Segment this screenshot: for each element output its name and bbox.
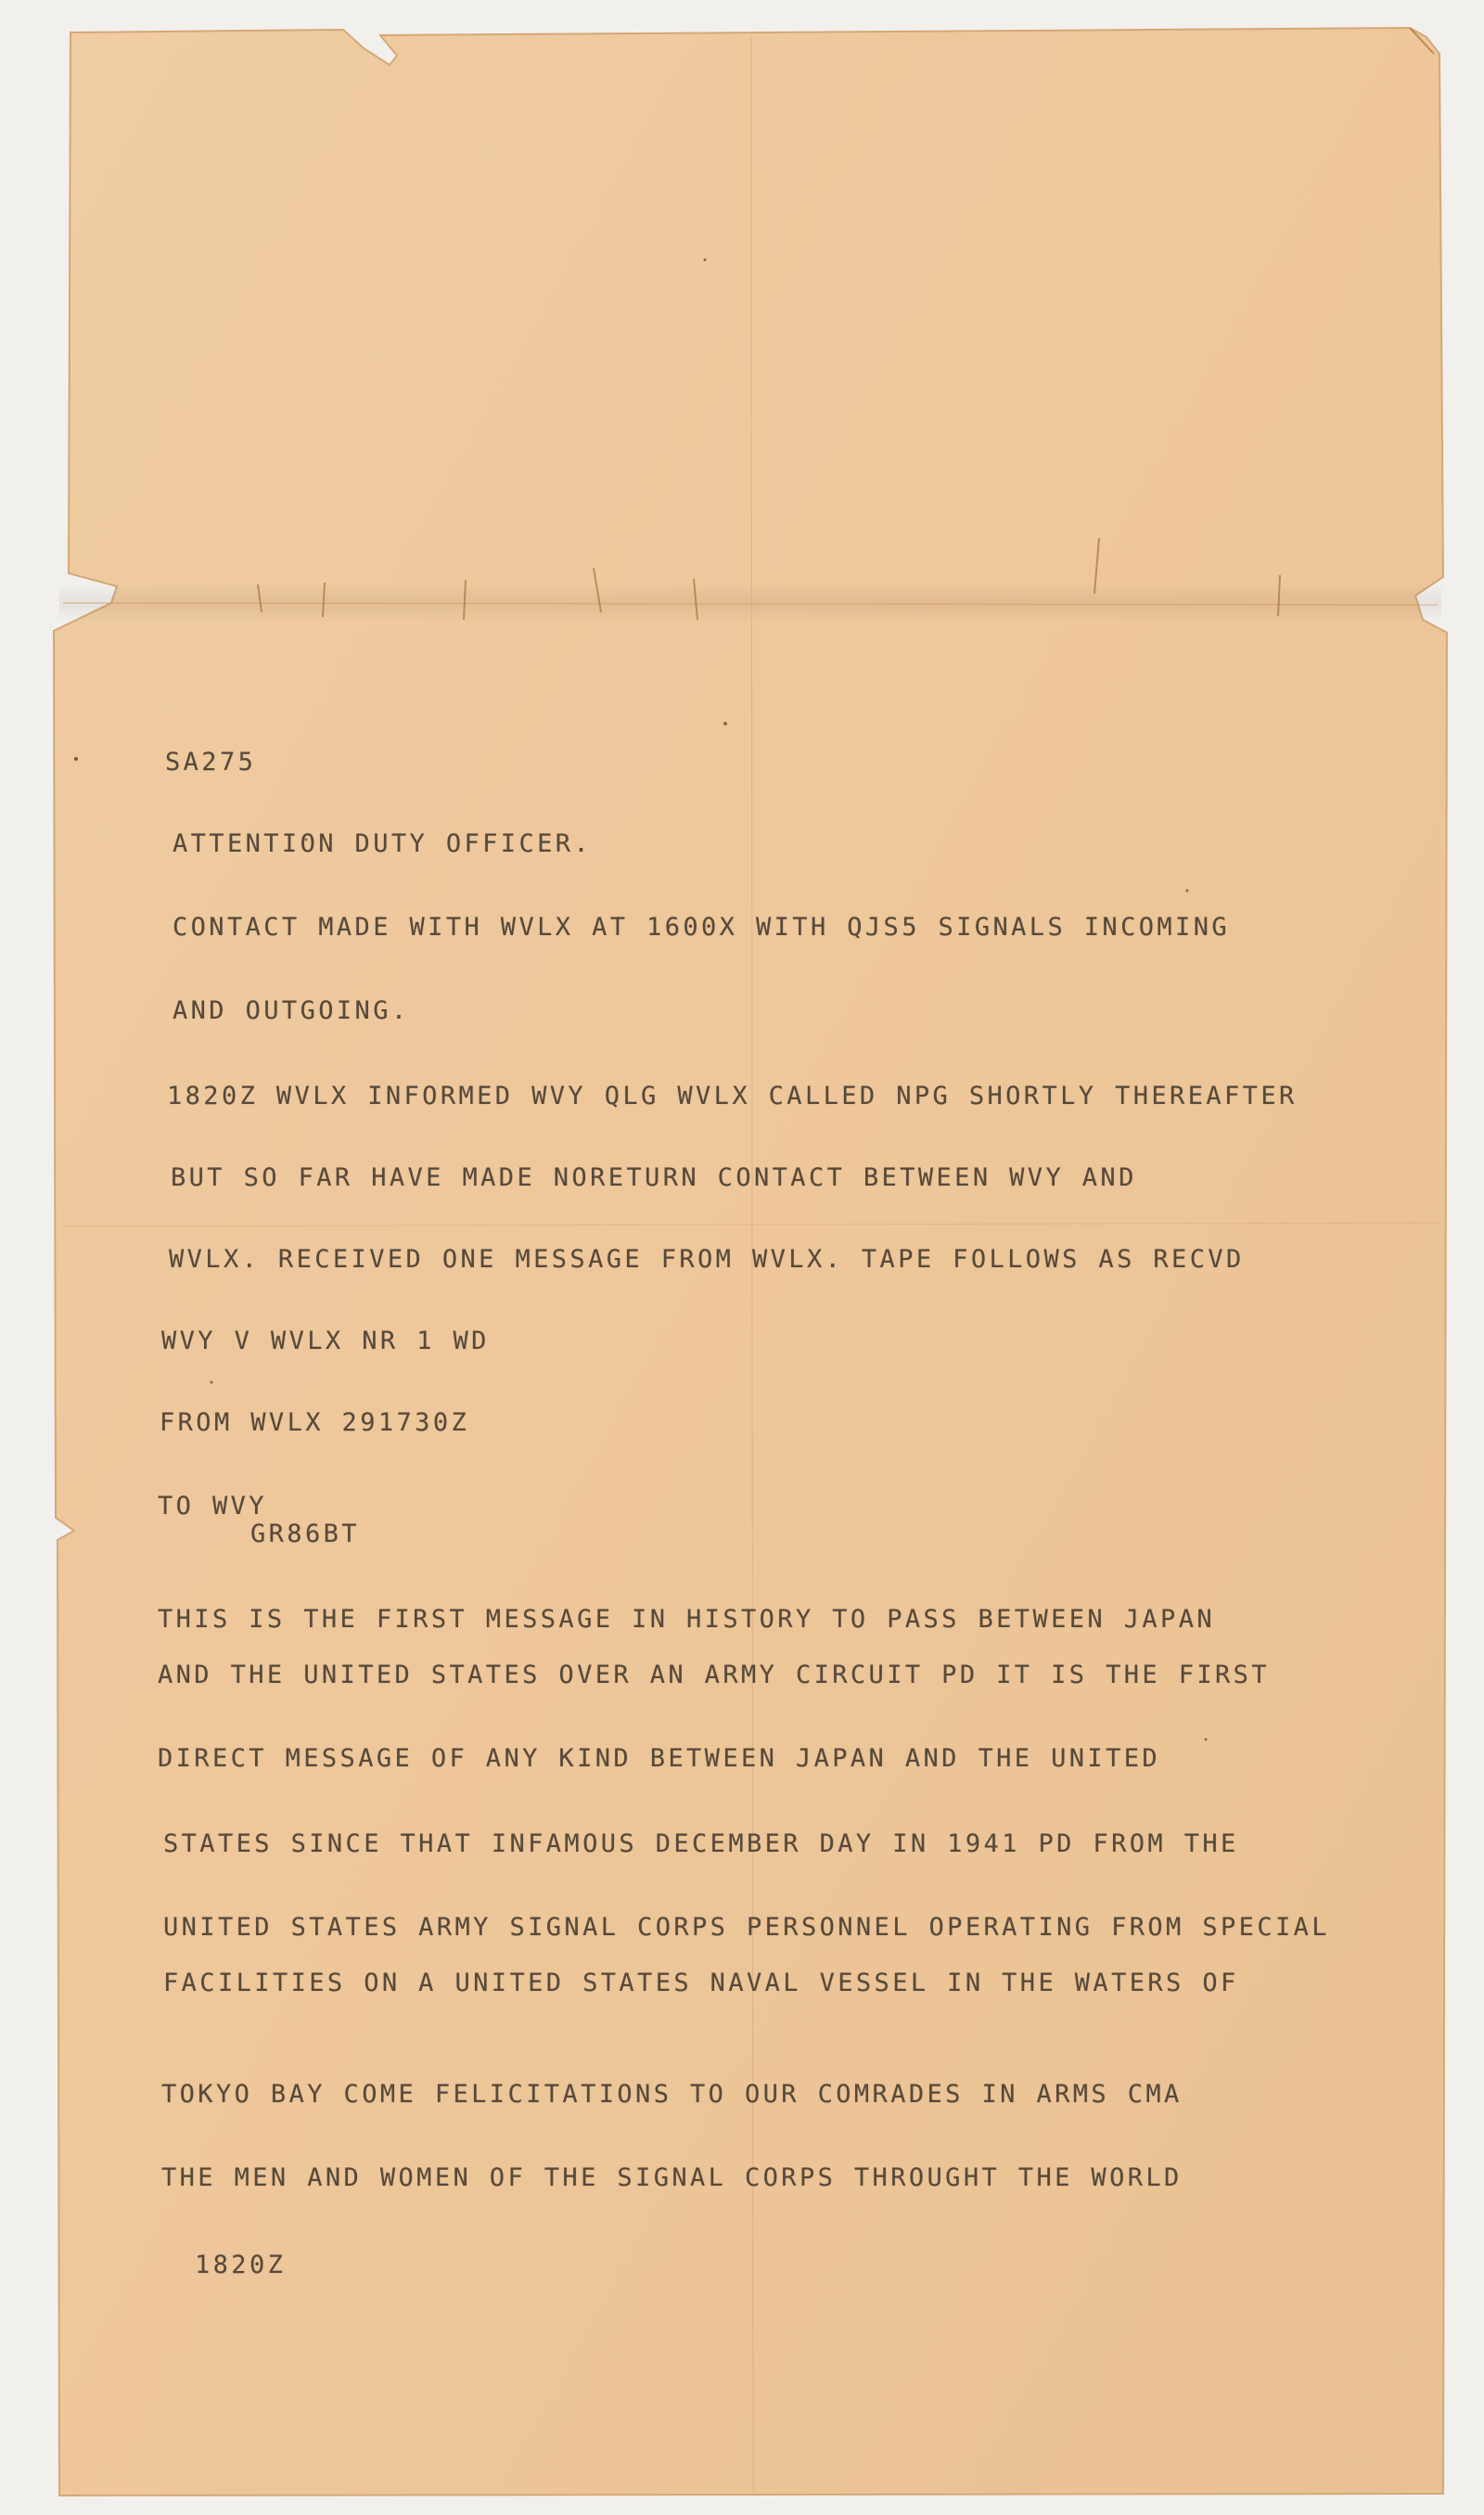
message-footer-time: 1820Z [195, 2251, 287, 2279]
message-line-13: DIRECT MESSAGE OF ANY KIND BETWEEN JAPAN AND THE UNITED [158, 1744, 1161, 1773]
message-line-18: THE MEN AND WOMEN OF THE SIGNAL CORPS THROUGHT THE WORLD [161, 2163, 1183, 2192]
message-line-15: UNITED STATES ARMY SIGNAL CORPS PERSONNEL OPERATING FROM SPECIAL [163, 1913, 1330, 1942]
message-line-14: STATES SINCE THAT INFAMOUS DECEMBER DAY IN 1941 PD FROM THE [163, 1829, 1239, 1858]
message-line-5: BUT SO FAR HAVE MADE NORETURN CONTACT BETWEEN WVY AND [171, 1163, 1137, 1192]
message-line-7: WVY V WVLX NR 1 WD [161, 1327, 490, 1355]
message-line-8: FROM WVLX 291730Z [160, 1408, 470, 1437]
message-line-17: TOKYO BAY COME FELICITATIONS TO OUR COMRADES IN ARMS CMA [161, 2080, 1183, 2109]
message-line-16: FACILITIES ON A UNITED STATES NAVAL VESSEL IN THE WATERS OF [163, 1969, 1239, 1997]
message-line-3: AND OUTGOING. [173, 996, 410, 1025]
message-line-6: WVLX. RECEIVED ONE MESSAGE FROM WVLX. TAPE FOLLOWS AS RECVD [169, 1245, 1245, 1274]
message-line-1: ATTENTION DUTY OFFICER. [173, 829, 593, 858]
message-line-2: CONTACT MADE WITH WVLX AT 1600X WITH QJS5 SIGNALS INCOMING [173, 913, 1231, 942]
message-line-10: GR86BT [250, 1520, 360, 1548]
message-header-code: SA275 [165, 748, 257, 776]
message-line-11: THIS IS THE FIRST MESSAGE IN HISTORY TO PASS BETWEEN JAPAN [158, 1605, 1216, 1634]
message-line-9: TO WVY [158, 1492, 267, 1521]
message-line-12: AND THE UNITED STATES OVER AN ARMY CIRCUIT PD IT IS THE FIRST [158, 1661, 1270, 1689]
message-line-4: 1820Z WVLX INFORMED WVY QLG WVLX CALLED NPG SHORTLY THEREAFTER [167, 1082, 1298, 1110]
